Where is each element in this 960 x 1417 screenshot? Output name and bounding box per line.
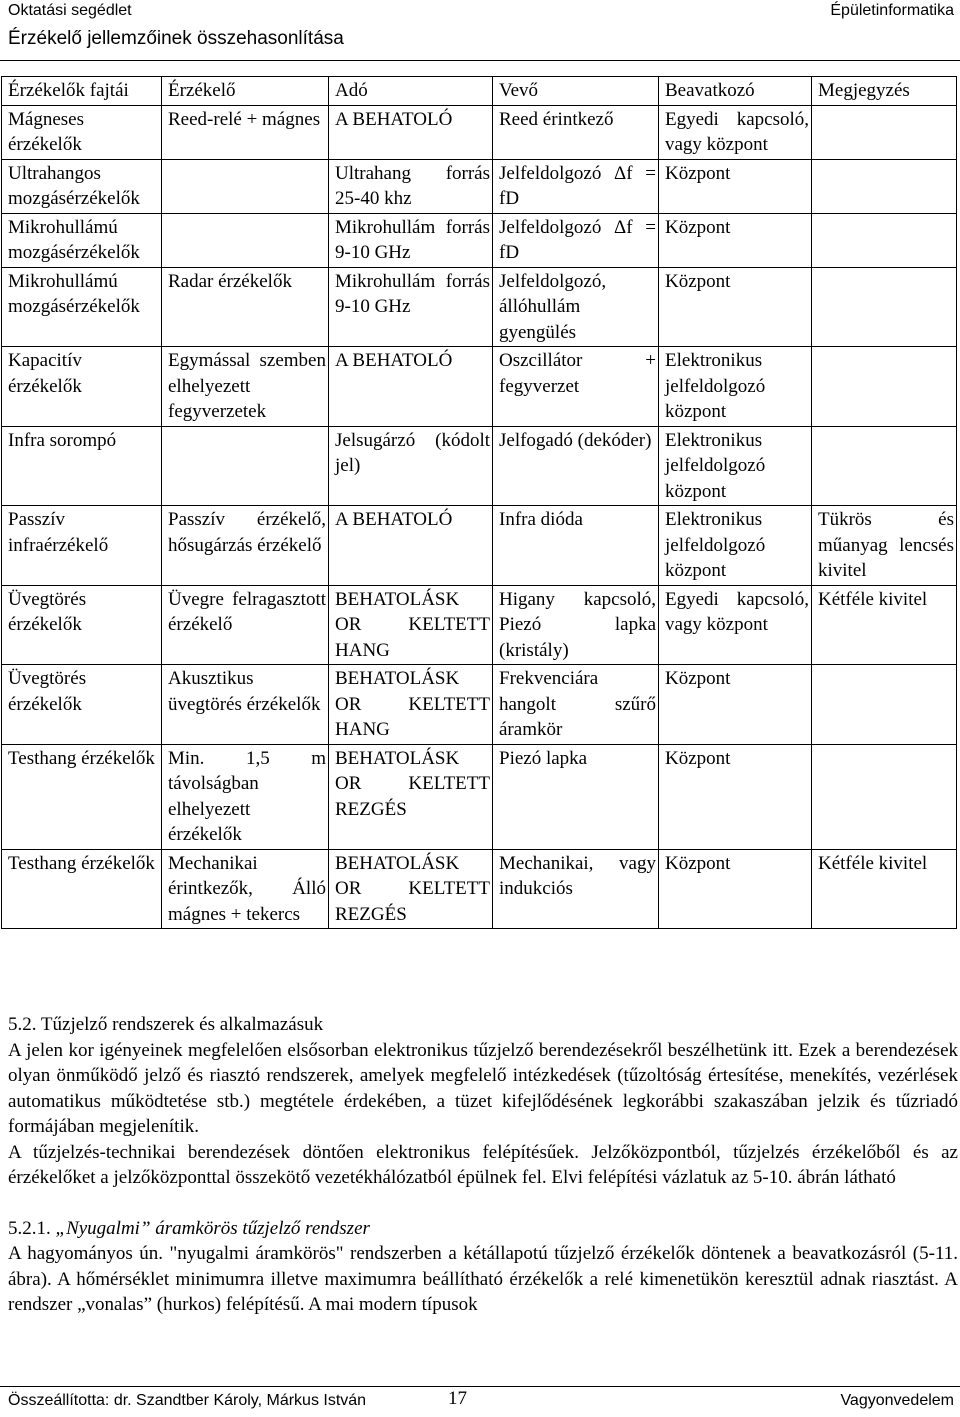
table-cell: Jelfeldolgozó Δf = fD [493, 159, 659, 213]
column-header: Vevő [493, 77, 659, 106]
header-right: Épületinformatika [830, 2, 954, 19]
table-row [2, 585, 957, 665]
paragraph: A tűzjelzés-technikai berendezések döntően elektronikus felépítésűek. Jelzőközpontból, tűzjelzés érzékelőből és az érzékelőket a jelzőközponttal összekötő vezetékhálózatból épülnek fel. Elvi felépítési vázlatuk az 5-10. ábrán látható [8, 1141, 958, 1188]
table-cell: Központ [659, 159, 812, 213]
table-cell [162, 426, 329, 506]
page-title: Érzékelő jellemzőinek összehasonlítása [8, 28, 344, 49]
table-cell: Higany kapcsoló, Piezó lapka (kristály) [493, 585, 659, 665]
table-cell: Elektronikus jelfeldolgozó központ [659, 426, 812, 506]
table-cell [812, 267, 957, 347]
table-cell: Elektronikus jelfeldolgozó központ [659, 347, 812, 427]
column-header: Érzékelő [162, 77, 329, 106]
table-cell: Központ [659, 665, 812, 745]
table-cell: Oszcillátor + fegyverzet [493, 347, 659, 427]
table-cell: Mechanikai érintkezők, Álló mágnes + tekercs [162, 849, 329, 929]
spacer [8, 1191, 958, 1216]
section-heading: 5.2. Tűzjelző rendszerek és alkalmazásuk [8, 1014, 324, 1035]
table-row [2, 506, 957, 586]
table-cell: Jelsugárzó (kódolt jel) [329, 426, 493, 506]
table-row [2, 347, 957, 427]
table-cell: Mikrohullámú mozgásérzékelők [2, 213, 162, 267]
page-number: 17 [448, 1388, 467, 1409]
table-cell: Frekvenciára hangolt szűrő áramkör [493, 665, 659, 745]
subsection-number: 5.2.1. [8, 1217, 51, 1239]
body-text [8, 1012, 958, 1318]
table-cell: Egymással szemben elhelyezett fegyverzetek [162, 347, 329, 427]
table-cell: Egyedi kapcsoló, vagy központ [659, 105, 812, 159]
table-cell: A BEHATOLÓ [329, 506, 493, 586]
paragraph: A hagyományos ún. "nyugalmi áramkörös" rendszerben a kétállapotú tűzjelző érzékelők döntenek a beavatkozásról (5-11. ábra). A hőmérséklet minimumra illetve maximumra beállítható érzékelők a relé kimenetükön keresztül adnak riasztást. A rendszer „vonalas” (hurkos) felépítésű. A mai modern típusok [8, 1243, 958, 1315]
table-row [2, 426, 957, 506]
table-row [2, 744, 957, 849]
header-rule [0, 60, 960, 61]
table-cell: Kapacitív érzékelők [2, 347, 162, 427]
subsection-heading [8, 1216, 958, 1242]
table-cell: Akusztikus üvegtörés érzékelők [162, 665, 329, 745]
table-cell: BEHATOLÁSK OR KELTETT HANG [329, 665, 493, 745]
table-cell [162, 159, 329, 213]
footer-right: Vagyonvedelem [840, 1392, 954, 1409]
column-header: Érzékelők fajtái [2, 77, 162, 106]
paragraph: A jelen kor igényeinek megfelelően elsősorban elektronikus tűzjelző berendezésekről beszélhetünk itt. Ezek a berendezések olyan önműködő jelző és riasztó rendszerek, amelyek megfelelő intézkedések (tűzoltóság értesítése, menekítés, vezérlések automatikus működtetése stb.) megtétele érdekében, a tüzet kifejlődésének legkorábbi szakaszában jelzik és tűzriadó formájában megjelenítik. [8, 1039, 958, 1137]
table-cell: Jelfeldolgozó, állóhullám gyengülés [493, 267, 659, 347]
table-cell [812, 665, 957, 745]
table-cell: Radar érzékelők [162, 267, 329, 347]
table-cell: Passzív érzékelő, hősugárzás érzékelő [162, 506, 329, 586]
table-cell: BEHATOLÁSK OR KELTETT REZGÉS [329, 744, 493, 849]
table-cell [812, 159, 957, 213]
table-cell: Központ [659, 744, 812, 849]
table-cell: Testhang érzékelők [2, 849, 162, 929]
table-cell: Elektronikus jelfeldolgozó központ [659, 506, 812, 586]
table-cell: Piezó lapka [493, 744, 659, 849]
table-cell: Kétféle kivitel [812, 849, 957, 929]
table-cell [162, 213, 329, 267]
table-cell [812, 744, 957, 849]
table-cell: Min. 1,5 m távolságban elhelyezett érzékelők [162, 744, 329, 849]
table-cell [812, 213, 957, 267]
table-cell: BEHATOLÁSK OR KELTETT REZGÉS [329, 849, 493, 929]
table-cell: Ultrahangos mozgásérzékelők [2, 159, 162, 213]
table-row [2, 665, 957, 745]
table-cell: Központ [659, 267, 812, 347]
table-cell: Tükrös és műanyag lencsés kivitel [812, 506, 957, 586]
table-row [2, 213, 957, 267]
table-cell: Mikrohullámú mozgásérzékelők [2, 267, 162, 347]
sensor-comparison-table [1, 76, 957, 929]
table-cell: Kétféle kivitel [812, 585, 957, 665]
subsection-title: „Nyugalmi” áramkörös tűzjelző rendszer [55, 1217, 370, 1239]
table-row [2, 159, 957, 213]
table-cell: Mikrohullám forrás 9-10 GHz [329, 213, 493, 267]
header-left: Oktatási segédlet [8, 2, 132, 19]
column-header: Megjegyzés [812, 77, 957, 106]
table-cell: Infra dióda [493, 506, 659, 586]
table-cell: Jelfogadó (dekóder) [493, 426, 659, 506]
table-cell [812, 347, 957, 427]
table-cell [812, 426, 957, 506]
footer-rule [0, 1386, 960, 1387]
table-cell: Egyedi kapcsoló, vagy központ [659, 585, 812, 665]
table-cell: Mágneses érzékelők [2, 105, 162, 159]
table-cell: A BEHATOLÓ [329, 105, 493, 159]
table-header-row [2, 77, 957, 106]
table-cell: Infra sorompó [2, 426, 162, 506]
column-header: Adó [329, 77, 493, 106]
table-row [2, 849, 957, 929]
table-cell: Testhang érzékelők [2, 744, 162, 849]
table-row [2, 105, 957, 159]
table-cell: Reed-relé + mágnes [162, 105, 329, 159]
table-row [2, 267, 957, 347]
table-cell: Központ [659, 849, 812, 929]
table-cell: Üvegtörés érzékelők [2, 585, 162, 665]
table-cell: Ultrahang forrás 25-40 khz [329, 159, 493, 213]
footer-authors: Összeállította: dr. Szandtber Károly, Márkus István [8, 1392, 367, 1409]
table-cell: Jelfeldolgozó Δf = fD [493, 213, 659, 267]
table-cell: Központ [659, 213, 812, 267]
table-cell: Reed érintkező [493, 105, 659, 159]
table-cell: Üvegre felragasztott érzékelő [162, 585, 329, 665]
table-cell: Üvegtörés érzékelők [2, 665, 162, 745]
table-cell: Mechanikai, vagy indukciós [493, 849, 659, 929]
table-cell: BEHATOLÁSK OR KELTETT HANG [329, 585, 493, 665]
column-header: Beavatkozó [659, 77, 812, 106]
table-cell: Passzív infraérzékelő [2, 506, 162, 586]
table-cell: Mikrohullám forrás 9-10 GHz [329, 267, 493, 347]
table-cell [812, 105, 957, 159]
table-cell: A BEHATOLÓ [329, 347, 493, 427]
